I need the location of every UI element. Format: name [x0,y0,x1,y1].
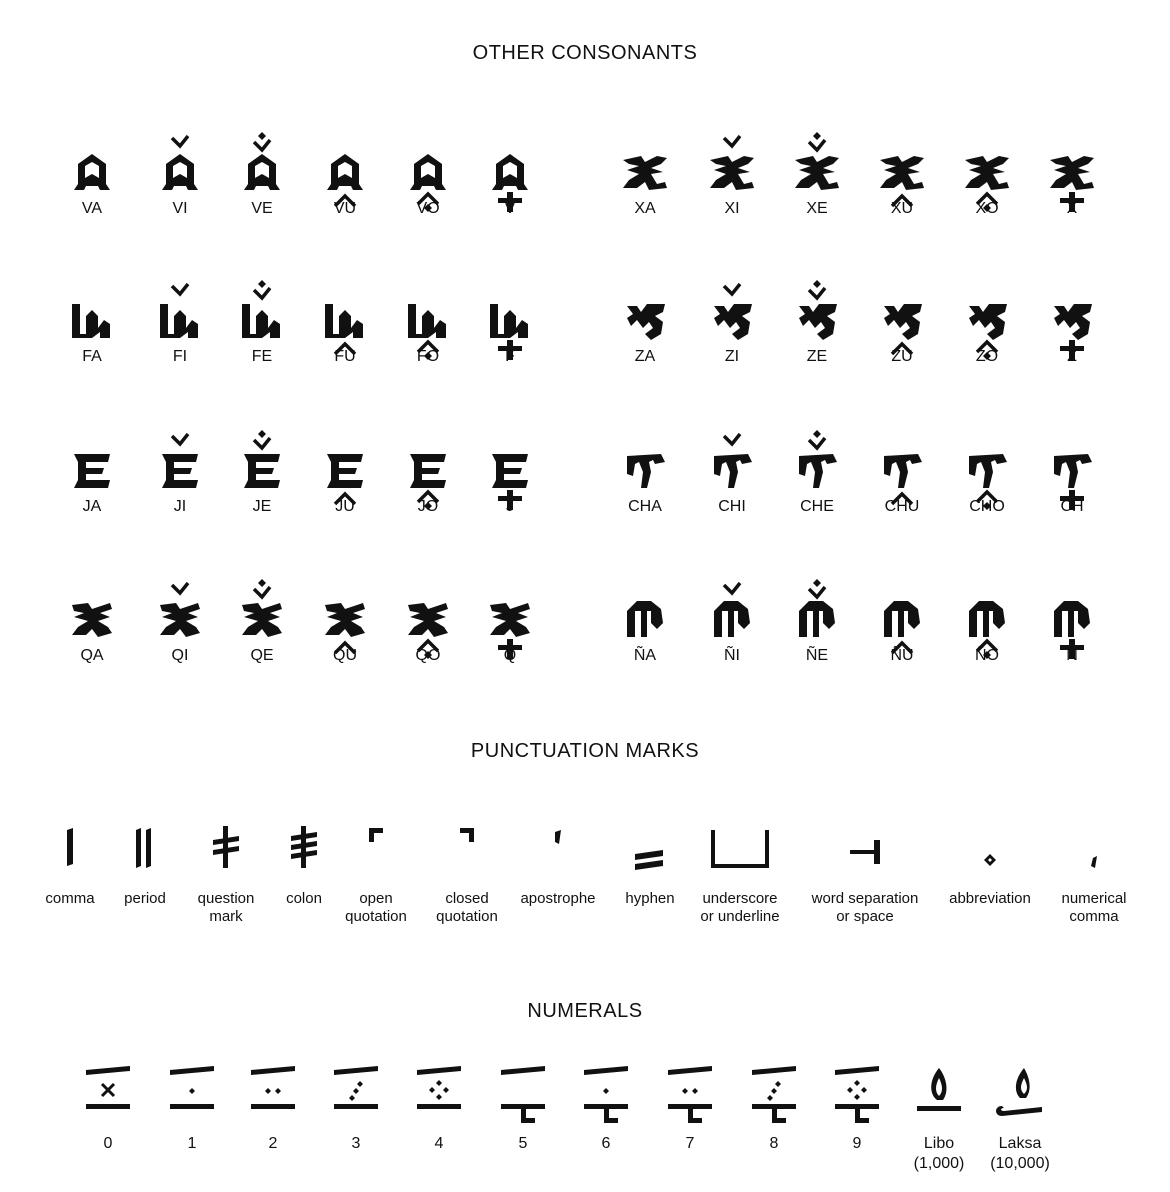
consonant-cell [305,268,385,388]
consonant-label: QE [250,647,274,664]
numeral-cell [316,1062,396,1192]
numeral-label: 9 [852,1135,862,1152]
numeral-label: 0 [103,1135,113,1152]
consonant-label: FA [82,348,102,365]
consonant-cell [1032,268,1112,388]
consonant-label: XO [975,200,999,217]
consonant-label: Ñ [1066,647,1078,664]
consonant-label: V [504,200,516,217]
punctuation-label: apostrophe [520,890,596,907]
consonant-label: QU [333,647,357,664]
consonant-label: ÑE [805,647,829,664]
consonant-label: FI [172,348,188,365]
numeral-cell [68,1062,148,1192]
consonant-label: X [1066,200,1078,217]
consonant-cell [388,120,468,240]
consonant-label: F [505,348,515,365]
punctuation-label: abbreviation [949,890,1031,907]
consonant-label: FO [416,348,440,365]
numeral-glyph-icon [399,1062,479,1132]
numeral-glyph-icon [233,1062,313,1132]
consonant-label: VI [172,200,188,217]
consonant-cell [222,567,302,687]
consonant-label: XU [890,200,914,217]
numeral-glyph-icon [316,1062,396,1132]
under-mark-icon [675,808,805,888]
consonant-cell [52,120,132,240]
consonant-cell [777,567,857,687]
consonant-label: Z [1067,348,1077,365]
consonant-cell [140,268,220,388]
consonant-cell [605,268,685,388]
numeral-label: Libo (1,000) [913,1135,965,1172]
numeral-glyph-icon [566,1062,646,1132]
consonant-cell [470,567,550,687]
punctuation-label: comma [45,890,95,907]
punctuation-cell-numcomma [1029,808,1159,938]
consonant-cell [1032,418,1112,538]
punctuation-label: numerical comma [1061,890,1127,925]
numeral-glyph-icon [650,1062,730,1132]
consonants-heading: OTHER CONSONANTS [472,42,698,64]
consonant-cell [947,567,1027,687]
consonant-label: CH [1060,498,1084,515]
consonant-label: ZE [806,348,828,365]
consonant-label: VE [251,200,273,217]
consonant-cell [692,120,772,240]
consonant-cell [777,418,857,538]
consonant-cell [222,268,302,388]
numeral-cell [734,1062,814,1192]
consonant-cell [470,268,550,388]
consonant-label: CHE [800,498,834,515]
consonant-cell [862,120,942,240]
numeral-cell [399,1062,479,1192]
consonant-cell [1032,120,1112,240]
consonant-label: JI [173,498,187,515]
consonant-label: QO [415,647,441,664]
punctuation-label: word separation or space [811,890,919,925]
numeral-glyph-icon [483,1062,563,1132]
punctuation-label: hyphen [625,890,675,907]
punctuation-heading: PUNCTUATION MARKS [470,740,700,762]
numeral-cell [650,1062,730,1192]
numeral-cell [980,1062,1060,1192]
consonant-cell [862,418,942,538]
numcomma-mark-icon [1029,808,1159,888]
consonant-cell [947,418,1027,538]
consonant-cell [388,268,468,388]
numeral-label: 6 [601,1135,611,1152]
consonant-cell [222,418,302,538]
numeral-glyph-icon [817,1062,897,1132]
consonant-cell [605,418,685,538]
numeral-label: 8 [769,1135,779,1152]
consonant-cell [52,268,132,388]
space-mark-icon [800,808,930,888]
consonant-label: ÑU [890,647,914,664]
consonant-cell [388,418,468,538]
punctuation-label: period [124,890,166,907]
consonant-cell [777,120,857,240]
consonant-label: ÑI [724,647,740,664]
numerals-heading: NUMERALS [527,1000,643,1022]
consonant-label: XE [806,200,828,217]
punctuation-cell-under [675,808,805,938]
numeral-label: 2 [268,1135,278,1152]
punctuation-label: open quotation [345,890,407,925]
consonant-label: ÑA [633,647,657,664]
consonant-cell [692,418,772,538]
numeral-cell [483,1062,563,1192]
numeral-cell [566,1062,646,1192]
consonant-label: VO [416,200,440,217]
consonant-label: CHI [718,498,746,515]
consonant-cell [140,567,220,687]
consonant-cell [388,567,468,687]
consonant-label: XA [634,200,656,217]
consonant-cell [470,120,550,240]
numeral-glyph-icon [980,1062,1060,1132]
consonant-label: FE [251,348,273,365]
consonant-label: J [506,498,514,515]
numeral-cell [899,1062,979,1192]
numeral-label: 7 [685,1135,695,1152]
consonant-label: JO [417,498,439,515]
consonant-label: VA [81,200,103,217]
consonant-cell [605,120,685,240]
consonant-cell [305,567,385,687]
consonant-label: ZI [724,348,740,365]
numeral-label: 1 [187,1135,197,1152]
consonant-cell [692,567,772,687]
punctuation-label: colon [286,890,322,907]
numeral-label: 5 [518,1135,528,1152]
consonant-label: ZO [975,348,999,365]
consonant-cell [692,268,772,388]
numeral-label: 3 [351,1135,361,1152]
consonant-cell [470,418,550,538]
consonant-cell [862,268,942,388]
punctuation-label: closed quotation [436,890,498,925]
consonant-label: JE [252,498,272,515]
consonant-label: CHO [969,498,1005,515]
punctuation-label: underscore or underline [700,890,780,925]
numeral-cell [817,1062,897,1192]
numeral-label: 4 [434,1135,444,1152]
consonant-label: QI [171,647,189,664]
consonant-cell [862,567,942,687]
numeral-label: Laksa (10,000) [990,1135,1050,1172]
consonant-cell [140,418,220,538]
consonant-label: FU [334,348,356,365]
consonant-cell [1032,567,1112,687]
consonant-label: ZA [634,348,656,365]
consonant-label: CHA [628,498,662,515]
numeral-glyph-icon [68,1062,148,1132]
consonant-cell [305,120,385,240]
consonant-cell [222,120,302,240]
numeral-cell [233,1062,313,1192]
numeral-glyph-icon [152,1062,232,1132]
consonant-cell [777,268,857,388]
consonant-cell [52,418,132,538]
consonant-label: JA [82,498,102,515]
consonant-cell [140,120,220,240]
consonant-cell [305,418,385,538]
numeral-glyph-icon [734,1062,814,1132]
numeral-glyph-icon [899,1062,979,1132]
numeral-cell [152,1062,232,1192]
punctuation-label: question mark [197,890,255,925]
consonant-label: JU [335,498,355,515]
consonant-label: ZU [891,348,913,365]
consonant-cell [605,567,685,687]
consonant-cell [947,120,1027,240]
punctuation-cell-space [800,808,930,938]
consonant-label: VU [333,200,357,217]
consonant-label: CHU [884,498,920,515]
consonant-label: Q [503,647,517,664]
consonant-cell [52,567,132,687]
consonant-label: ÑO [975,647,999,664]
consonant-label: XI [724,200,740,217]
consonant-label: QA [80,647,104,664]
consonant-cell [947,268,1027,388]
